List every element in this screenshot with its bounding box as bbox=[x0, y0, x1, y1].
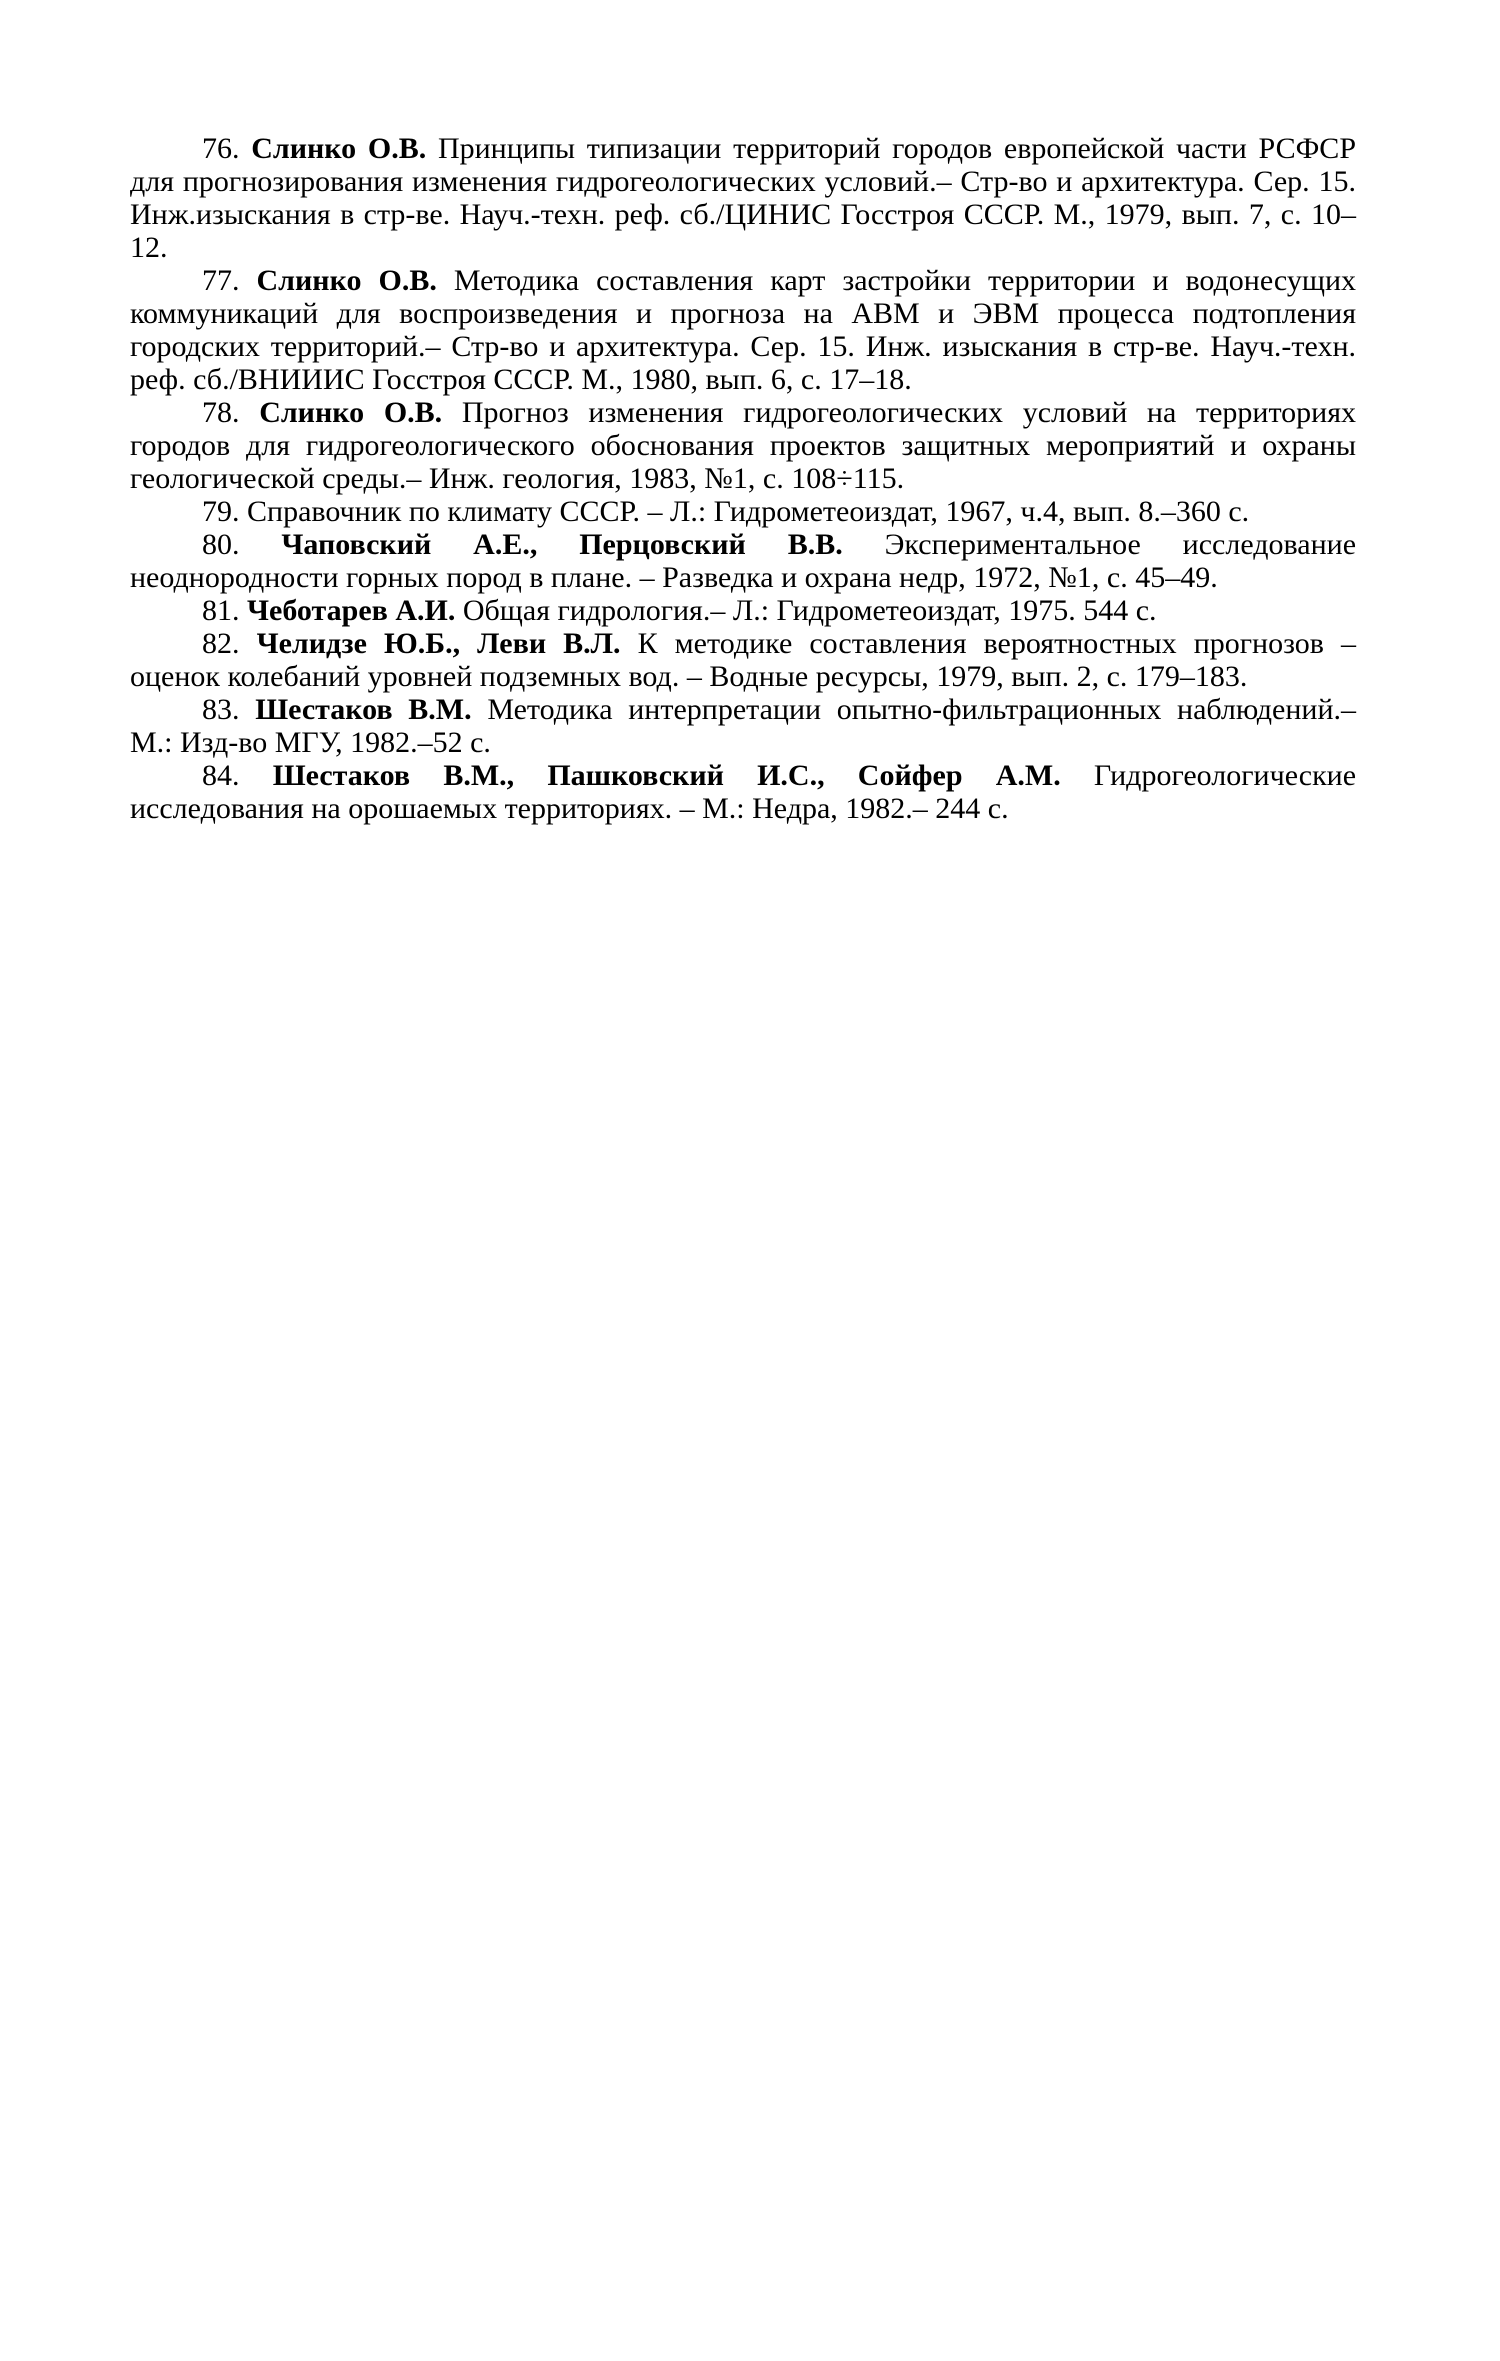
reference-item bbox=[130, 759, 1356, 825]
reference-authors: Чеботарев А.И. bbox=[247, 594, 456, 627]
reference-text: Общая гидрология.– Л.: Гидрометеоиздат, 1975. 544 с. bbox=[462, 594, 1157, 627]
reference-number: 81. bbox=[202, 594, 240, 627]
reference-text: Экспериментальное исследование неоднородности горных пород в плане. – Разведка и охрана недр, 1972, №1, с. 45–49. bbox=[130, 528, 1357, 594]
reference-item bbox=[130, 264, 1356, 396]
reference-text: Гидрогеологические исследования на орошаемых территориях. – М.: Недра, 1982.– 244 с. bbox=[130, 759, 1357, 825]
reference-authors: Шестаков В.М. bbox=[255, 693, 472, 726]
reference-item bbox=[130, 396, 1356, 495]
reference-authors: Слинко О.В. bbox=[251, 132, 427, 165]
reference-text: Методика составления карт застройки территории и водонесущих коммуникаций для воспроизведения и прогноза на АВМ и ЭВМ процесса подтопления городских территорий.– Стр-во и архитектура. Сер. 15. Инж. изыскания в стр-ве. Науч.-техн. реф. сб./ВНИИИС Госстроя СССР. М., 1980, вып. 6, с. 17–18. bbox=[130, 264, 1356, 396]
reference-authors: Слинко О.В. bbox=[259, 396, 443, 429]
reference-number: 84. bbox=[202, 759, 240, 792]
reference-number: 79. bbox=[202, 495, 240, 528]
reference-text: Прогноз изменения гидрогеологических условий на территориях городов для гидрогеологического обоснования проектов защитных мероприятий и охраны геологической среды.– Инж. геология, 1983, №1, с. 108÷115. bbox=[130, 396, 1357, 495]
reference-item bbox=[130, 594, 1356, 627]
reference-item bbox=[130, 627, 1356, 693]
reference-authors: Челидзе Ю.Б., Леви В.Л. bbox=[256, 627, 621, 660]
reference-text: Справочник по климату СССР. – Л.: Гидрометеоиздат, 1967, ч.4, вып. 8.–360 с. bbox=[247, 495, 1250, 528]
reference-number: 77. bbox=[202, 264, 240, 297]
reference-authors: Слинко О.В. bbox=[256, 264, 437, 297]
reference-list bbox=[130, 132, 1356, 825]
reference-text: Принципы типизации территорий городов европейской части РСФСР для прогнозирования изменения гидрогеологических условий.– Стр-во и архитектура. Сер. 15. Инж.изыскания в стр-ве. Науч.-техн. реф. сб./ЦИНИС Госстроя СССР. М., 1979, вып. 7, с. 10–12. bbox=[130, 132, 1357, 264]
reference-number: 76. bbox=[202, 132, 240, 165]
reference-number: 80. bbox=[202, 528, 240, 561]
reference-text: Методика интерпретации опытно-фильтрационных наблюдений.– М.: Изд-во МГУ, 1982.–52 с. bbox=[130, 693, 1357, 759]
reference-number: 78. bbox=[202, 396, 240, 429]
reference-item bbox=[130, 528, 1356, 594]
reference-text: К методике составления вероятностных прогнозов – оценок колебаний уровней подземных вод. – Водные ресурсы, 1979, вып. 2, с. 179–183. bbox=[130, 627, 1357, 693]
reference-item bbox=[130, 132, 1356, 264]
reference-number: 83. bbox=[202, 693, 240, 726]
reference-authors: Чаповский А.Е., Перцовский В.В. bbox=[281, 528, 843, 561]
reference-number: 82. bbox=[202, 627, 240, 660]
reference-authors: Шестаков В.М., Пашковский И.С., Сойфер А.М. bbox=[272, 759, 1061, 792]
reference-item bbox=[130, 693, 1356, 759]
reference-item bbox=[130, 495, 1356, 528]
